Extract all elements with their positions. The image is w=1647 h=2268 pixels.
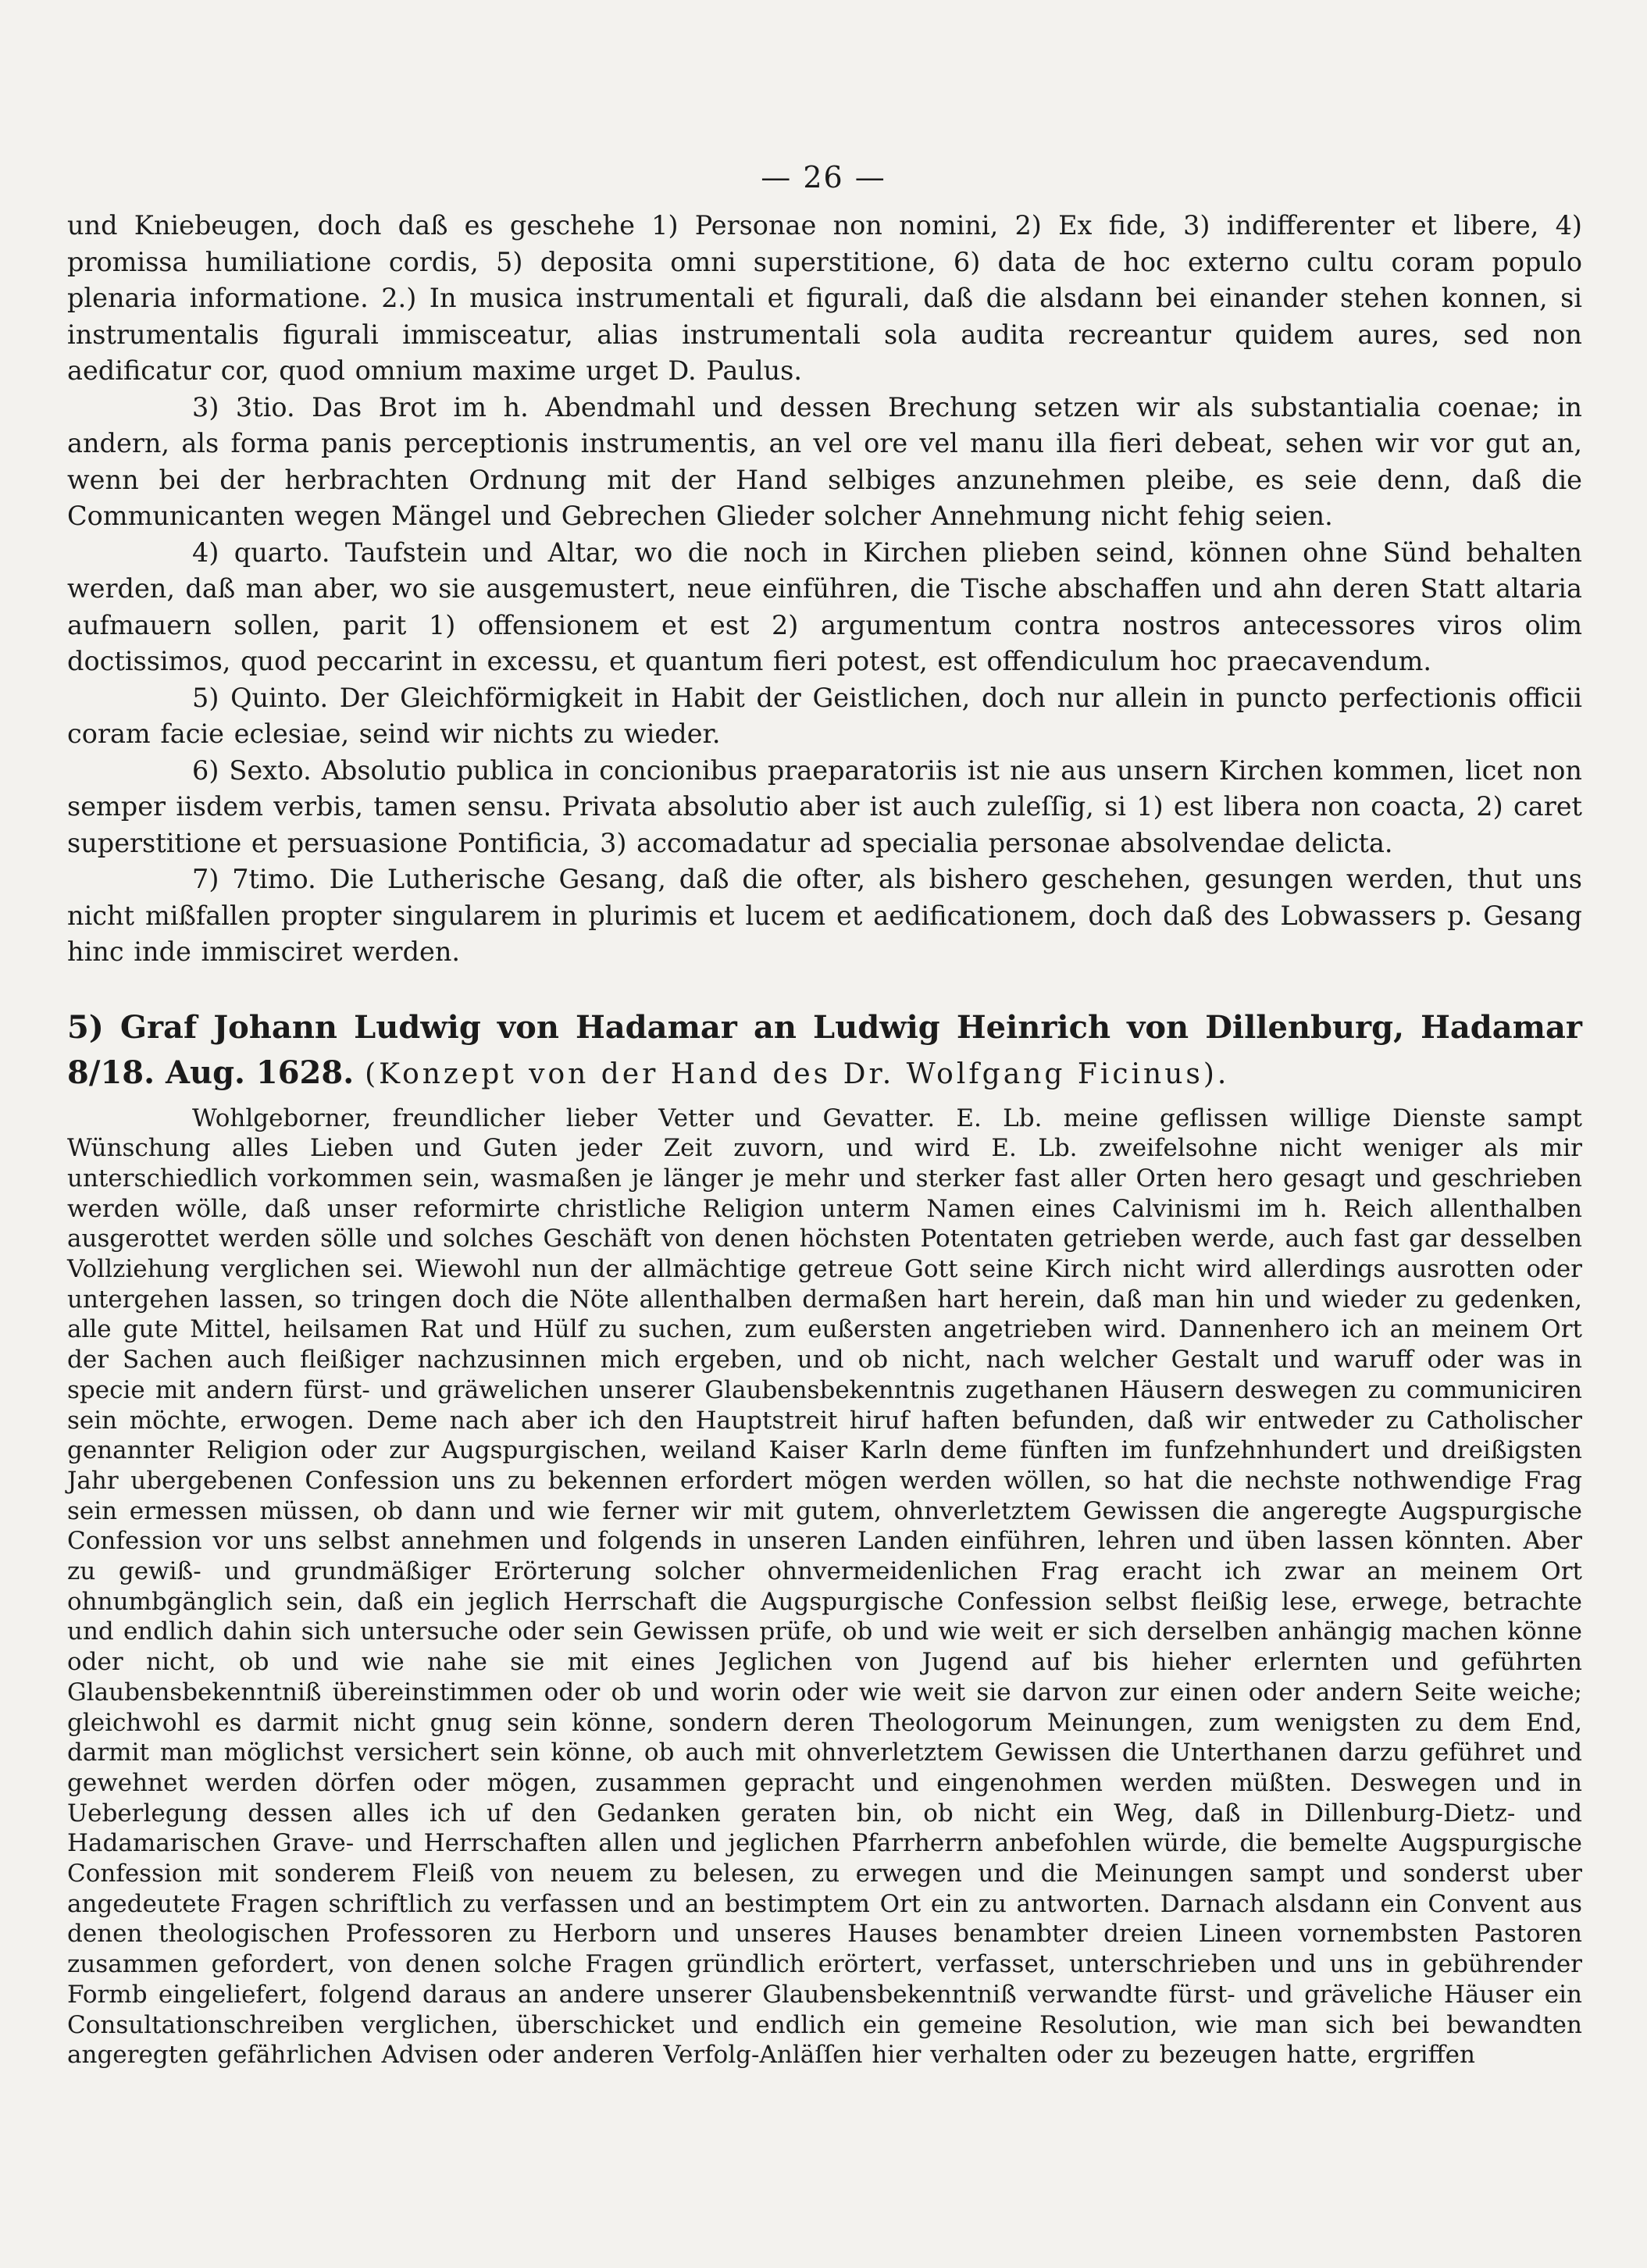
- paragraph-7timo: 7) 7timo. Die Lutherische Gesang, daß die ofter, als bishero geschehen, gesungen werden, thut uns nicht mißfallen propter singularem in plurimis et lucem et aedificationem, doch daß des Lobwassers p. Gesang hinc inde immisciret werden.: [67, 864, 1582, 967]
- paragraph-quinto: 5) Quinto. Der Gleichförmigkeit in Habit der Geistlichen, doch nur allein in puncto perfectionis officii coram facie eclesiae, seind wir nichts zu wieder.: [67, 682, 1582, 749]
- page-number: — 26 —: [761, 160, 886, 194]
- paragraph-3tio: 3) 3tio. Das Brot im h. Abendmahl und dessen Brechung setzen wir als substantialia coenae; in andern, als forma panis perceptionis instrumentis, an vel ore vel manu illa fieri debeat, sehen wir vor gut an, wenn bei der herbrachten Ordnung mit der Hand selbiges anzunehmen pleibe, es seie denn, daß die Communicanten wegen Mängel und Gebrechen Glieder solcher Annehmung nicht fehig seien.: [67, 391, 1582, 531]
- section-heading: [67, 1005, 1582, 1097]
- paragraph-quarto: 4) quarto. Taufstein und Altar, wo die noch in Kirchen plieben seind, können ohne Sünd behalten werden, daß man aber, wo sie ausgemustert, neue einführen, die Tische abschaffen und ahn deren Statt altaria aufmauern sollen, parit 1) offensionem et est 2) argumentum contra nostros antecessores viros olim doctissimos, quod peccarint in excessu, et quantum fieri potest, est offendiculum hoc praecavendum.: [67, 537, 1582, 676]
- paragraph-sexto: 6) Sexto. Absolutio publica in concionibus praeparatoriis ist nie aus unsern Kirchen kommen, licet non semper iisdem verbis, tamen sensu. Privata absolutio aber ist auch zuleſſig, si 1) est libera non coacta, 2) caret superstitione et persuasione Pontificia, 3) accomadatur ad specialia personae absolvendae delicta.: [67, 754, 1582, 858]
- letter-body: [67, 1104, 1582, 2071]
- letter-paragraph: Wohlgeborner, freundlicher lieber Vetter und Gevatter. E. Lb. meine geflissen willige Dienste sampt Wünschung alles Lieben und Guten jeder Zeit zuvorn, und wird E. Lb. zweifelsohne nicht weniger als mir unterschiedlich vorkommen sein, wasmaßen je länger je mehr und sterker fast aller Orten hero gesagt und geschrieben werden wölle, daß unser reformirte christliche Religion unterm Namen eines Calvinismi im h. Reich allenthalben ausgerottet werden sölle und solches Geschäft von denen höchsten Potentaten getrieben werde, auch fast gar desselben Vollziehung verglichen sei. Wiewohl nun der allmächtige getreue Gott seine Kirch nicht wird allerdings ausrotten oder untergehen lassen, so tringen doch die Nöte allenthalben dermaßen hart herein, daß man hin und wieder zu gedenken, alle gute Mittel, heilsamen Rat und Hülf zu suchen, zum eußersten angetrieben wird. Dannenhero ich an meinem Ort der Sachen auch fleißiger nachzusinnen mich ergeben, und ob nicht, nach welcher Gestalt und waruff oder was in specie mit andern fürst- und gräwelichen unserer Glaubensbekenntnis zugethanen Häusern deswegen zu communiciren sein möchte, erwogen. Deme nach aber ich den Hauptstreit hiruf haften befunden, daß wir entweder zu Catholischer genannter Religion oder zur Augspurgischen, weiland Kaiser Karln deme fünften im funfzehnhundert und dreißigsten Jahr ubergebenen Confession uns zu bekennen erfordert mögen werden wöllen, so hat die nechste nothwendige Frag sein ermessen müssen, ob dann und wie ferner wir mit gutem, ohnverletztem Gewissen die angeregte Augspurgische Confession vor uns selbst annehmen und folgends in unseren Landen einführen, lehren und üben lassen könnten. Aber zu gewiß- und grundmäßiger Erörterung solcher ohnvermeidenlichen Frag eracht ich zwar an meinem Ort ohnumbgänglich sein, daß ein jeglich Herrschaft die Augspurgische Confession selbst fleißig lese, erwege, betrachte und endlich dahin sich untersuche oder sein Gewissen prüfe, ob und wie weit er sich derselben anhängig machen könne oder nicht, ob und wie nahe sie mit eines Jeglichen von Jugend auf bis hieher erlernten und geführten Glaubensbekenntniß übereinstimmen oder ob und worin oder wie weit sie darvon zur einen oder andern Seite weiche; gleichwohl es darmit nicht gnug sein könne, sondern deren Theologorum Meinungen, zum wenigsten zu dem End, darmit man möglichst versichert sein könne, ob auch mit ohnverletztem Gewissen die Unterthanen darzu geführet und gewehnet werden dörfen oder mögen, zusammen gepracht und eingenohmen werden müßten. Deswegen und in Ueberlegung dessen alles ich uf den Gedanken geraten bin, ob nicht ein Weg, daß in Dillenburg-Dietz- und Hadamarischen Grave- und Herrschaften allen und jeglichen Pfarrherrn anbefohlen würde, die bemelte Augspurgische Confession mit sonderem Fleiß von neuem zu belesen, zu erwegen und die Meinungen sampt und sonderst uber angedeutete Fragen schriftlich zu verfassen und an bestimptem Ort ein zu antworten. Darnach alsdann ein Convent aus denen theologischen Professoren zu Herborn und unseres Hauses benambter dreien Lineen vornembsten Pastoren zusammen gefordert, von denen solche Fragen gründlich erörtert, verfasset, unterschrieben und uns in gebührender Formb eingeliefert, folgend daraus an andere unserer Glaubensbekenntniß verwandte fürst- und gräveliche Häuser ein Consultationschreiben verglichen, überschicket und endlich ein gemeine Resolution, wie man sich bei bewandten angeregten gefährlichen Advisen oder anderen Verfolg-Anläſſen hier verhalten oder zu bezeugen hatte, ergriffen: [67, 1104, 1582, 2070]
- heading-title: 5) Graf Johann Ludwig von Hadamar an Ludwig Heinrich von Dillenburg, Hadamar 8/18. Aug. 1628.: [67, 1008, 1582, 1091]
- paragraph-1: und Kniebeugen, doch daß es geschehe 1) Personae non nomini, 2) Ex fide, 3) indifferenter et libere, 4) promissa humiliatione cordis, 5) deposita omni superstitione, 6) data de hoc externo cultu coram populo plenaria informatione. 2.) In musica instrumentali et figurali, daß die alsdann bei einander stehen konnen, si instrumentalis figurali immisceatur, alias instrumentali sola audita recreantur quidem aures, sed non aedificatur cor, quod omnium maxime urget D. Paulus.: [67, 210, 1582, 386]
- page-body: [67, 156, 1582, 2070]
- heading-subtitle: (Konzept von der Hand des Dr. Wolfgang Ficinus).: [365, 1057, 1230, 1090]
